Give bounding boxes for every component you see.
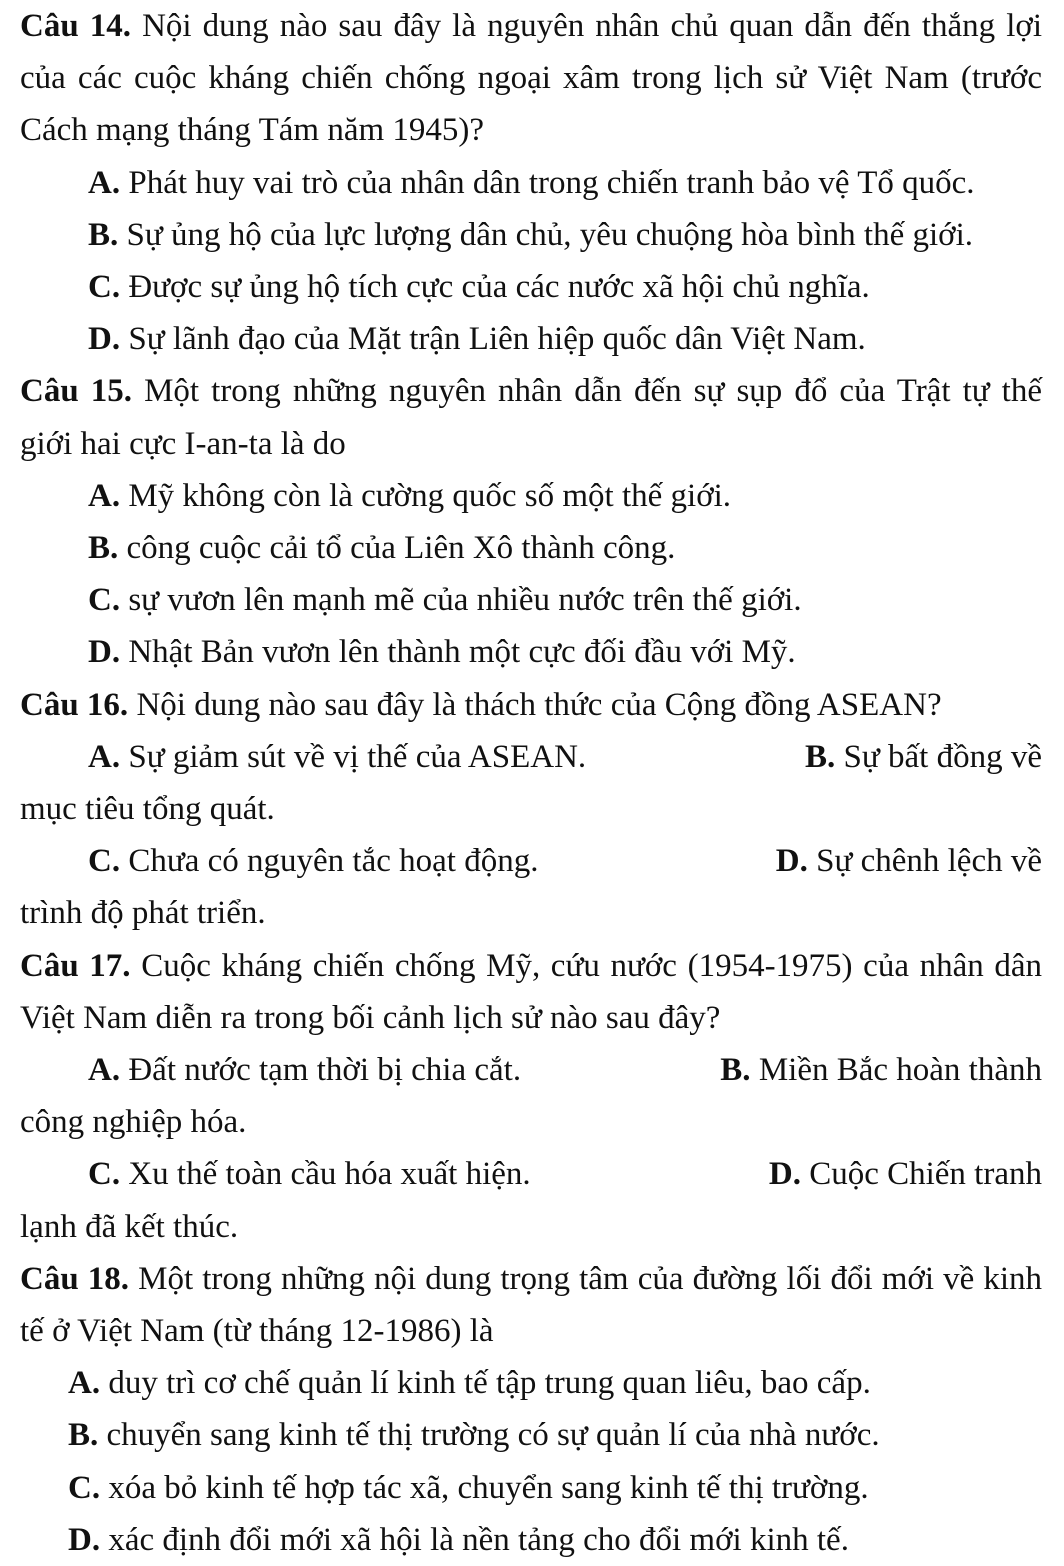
option-c: C. sự vươn lên mạnh mẽ của nhiều nước trên thế giới. xyxy=(88,582,802,619)
option-b: B. Sự bất đồng về xyxy=(805,738,1042,775)
option-c: C. Xu thế toàn cầu hóa xuất hiện. xyxy=(88,1156,531,1193)
question-text: Câu 17. Cuộc kháng chiến chống Mỹ, cứu nước (1954-1975) của nhân dân Việt Nam diễn ra trong bối cảnh lịch sử nào sau đây? xyxy=(20,947,1043,1036)
question-text: Câu 15. Một trong những nguyên nhân dẫn đến sự sụp đổ của Trật tự thế giới hai cực I-an-ta là do xyxy=(20,373,1042,462)
question-number: Câu 18. xyxy=(20,1260,130,1297)
option-d: D. Sự chênh lệch về xyxy=(775,843,1042,880)
option-c: C. Chưa có nguyên tắc hoạt động. xyxy=(88,843,539,880)
option-row-cd xyxy=(20,1148,1042,1200)
question-number: Câu 14. xyxy=(20,8,131,44)
option-d-continuation: trình độ phát triển. xyxy=(20,895,266,932)
option-a: A. Sự giảm sút về vị thế của ASEAN. xyxy=(88,738,587,775)
option-d: D. Cuộc Chiến tranh xyxy=(768,1156,1042,1193)
option-b: B. chuyển sang kinh tế thị trường có sự quản lí của nhà nước. xyxy=(68,1417,880,1454)
question-17 xyxy=(20,940,1042,1253)
option-c: C. Được sự ủng hộ tích cực của các nước xã hội chủ nghĩa. xyxy=(88,269,870,306)
question-number: Câu 16. xyxy=(20,686,129,723)
option-d-continuation: lạnh đã kết thúc. xyxy=(20,1208,239,1245)
option-a: A. Phát huy vai trò của nhân dân trong chiến tranh bảo vệ Tổ quốc. xyxy=(88,164,975,201)
option-b: B. Miền Bắc hoàn thành xyxy=(720,1052,1042,1089)
option-b-continuation: mục tiêu tổng quát. xyxy=(20,791,275,828)
option-d: D. Nhật Bản vươn lên thành một cực đối đầu với Mỹ. xyxy=(88,634,796,671)
question-number: Câu 17. xyxy=(20,947,131,984)
question-text: Câu 16. Nội dung nào sau đây là thách thức của Cộng đồng ASEAN? xyxy=(20,686,942,723)
option-row-ab xyxy=(20,1044,1042,1096)
question-text: Câu 18. Một trong những nội dung trọng tâm của đường lối đổi mới về kinh tế ở Việt Nam (từ tháng 12-1986) là xyxy=(20,1260,1043,1350)
option-d: D. xác định đổi mới xã hội là nền tảng cho đổi mới kinh tế. xyxy=(68,1521,849,1558)
question-18 xyxy=(20,1253,1042,1566)
question-number: Câu 15. xyxy=(20,373,132,410)
option-a: A. Đất nước tạm thời bị chia cắt. xyxy=(88,1052,522,1089)
option-row-ab xyxy=(20,731,1042,783)
option-row-cd xyxy=(20,835,1042,887)
option-d: D. Sự lãnh đạo của Mặt trận Liên hiệp quốc dân Việt Nam. xyxy=(88,321,866,358)
question-text: Câu 14. Nội dung nào sau đây là nguyên nhân chủ quan dẫn đến thắng lợi của các cuộc kháng chiến chống ngoại xâm trong lịch sử Việt Nam (trước Cách mạng tháng Tám năm 1945)? xyxy=(20,8,1043,149)
option-b: B. công cuộc cải tổ của Liên Xô thành công. xyxy=(88,530,676,567)
option-c: C. xóa bỏ kinh tế hợp tác xã, chuyển sang kinh tế thị trường. xyxy=(68,1469,869,1506)
question-16 xyxy=(20,679,1042,940)
option-b: B. Sự ủng hộ của lực lượng dân chủ, yêu chuộng hòa bình thế giới. xyxy=(88,216,974,253)
question-15 xyxy=(20,365,1042,678)
option-b-continuation: công nghiệp hóa. xyxy=(20,1104,247,1141)
option-a: A. duy trì cơ chế quản lí kinh tế tập trung quan liêu, bao cấp. xyxy=(68,1365,871,1402)
option-a: A. Mỹ không còn là cường quốc số một thế giới. xyxy=(88,477,732,514)
question-14 xyxy=(20,0,1042,365)
